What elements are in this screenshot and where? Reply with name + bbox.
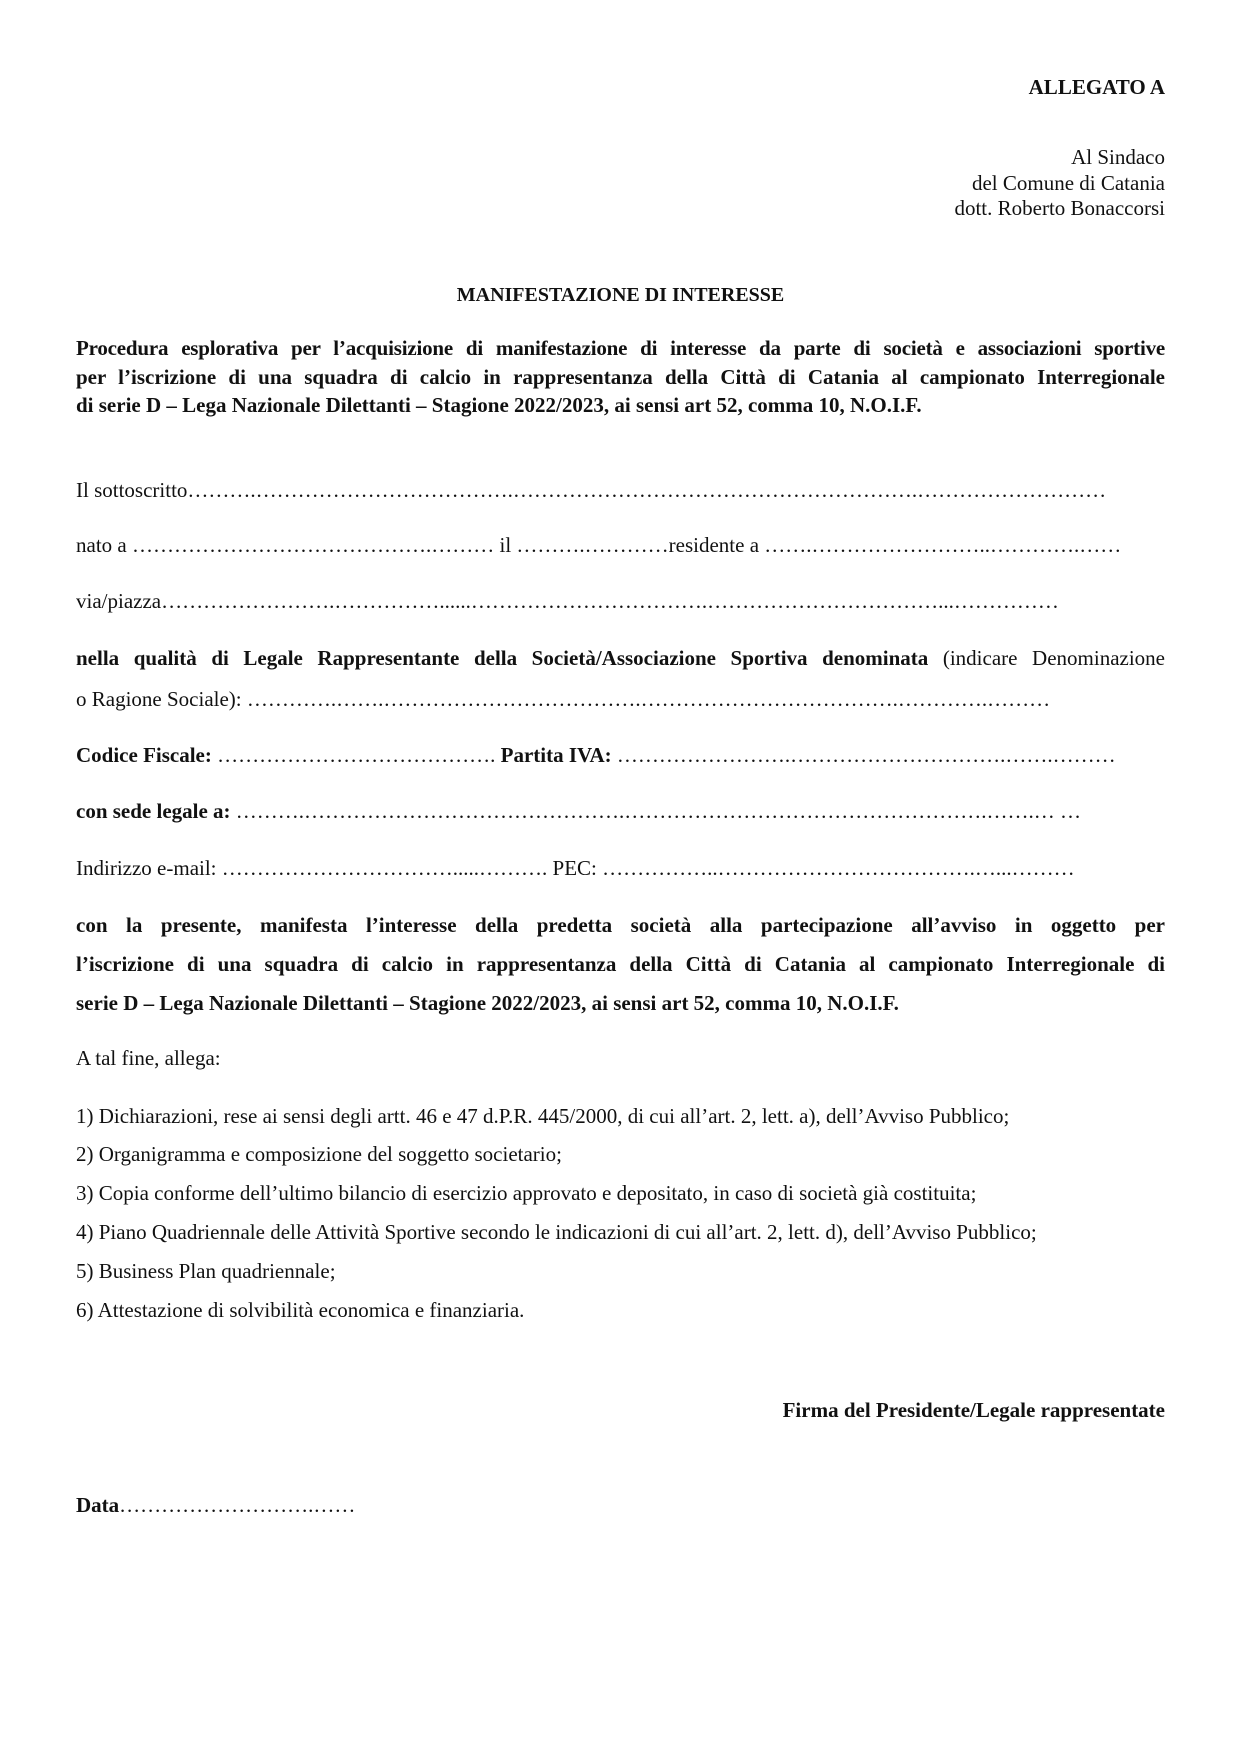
date-label: Data [76, 1493, 120, 1517]
ragione-dots[interactable]: ………….…….……………………………….……………………………….………….……… [246, 687, 1051, 711]
attachment-item: 3) Copia conforme dell’ultimo bilancio di esercizio approvato e depositato, in caso di società già costituita; [76, 1181, 977, 1205]
residente-label: residente a [668, 533, 765, 557]
codice-fiscale-label: Codice Fiscale: [76, 743, 218, 767]
codice-fiscale-field[interactable] [76, 742, 1165, 768]
partita-iva-dots[interactable]: …………………….………………………….…….……… [616, 743, 1116, 767]
subject-line: per l’iscrizione di una squadra di calcio in rappresentanza della Città di Catania al campionato Interregionale [76, 365, 1165, 389]
sottoscritto-dots[interactable]: ……….……………………………….………………………………………………….……………………… [187, 478, 1107, 502]
page-title: MANIFESTAZIONE DI INTERESSE [456, 284, 785, 306]
via-field[interactable] [76, 588, 1165, 614]
nato-label: nato a [76, 533, 132, 557]
attachment-item: 5) Business Plan quadriennale; [76, 1259, 336, 1283]
birth-residence-field[interactable] [76, 532, 1165, 558]
qualita-line [76, 645, 1165, 671]
partita-iva-label: Partita IVA: [495, 743, 617, 767]
ragione-field[interactable] [76, 686, 1165, 712]
email-label: Indirizzo e-mail: [76, 856, 222, 880]
qualita-normal: (indicare Denominazione [928, 646, 1165, 670]
sede-field[interactable] [76, 798, 1165, 824]
sede-label: con sede legale a: [76, 799, 236, 823]
declaration-line: con la presente, manifesta l’interesse della predetta società alla partecipazione all’avviso in oggetto per [76, 913, 1165, 937]
recipient-line: del Comune di Catania [971, 171, 1165, 195]
qualita-bold: nella qualità di Legale Rappresentante della Società/Associazione Sportiva denominata [76, 646, 929, 670]
ragione-label: o Ragione Sociale): [76, 687, 247, 711]
email-field[interactable] [76, 855, 1165, 881]
il-dots[interactable]: ……….………… [516, 533, 669, 557]
codice-fiscale-dots[interactable]: …………………………………. [217, 743, 496, 767]
signature-label: Firma del Presidente/Legale rappresentate [782, 1398, 1165, 1422]
subject-line: Procedura esplorativa per l’acquisizione di manifestazione di interesse da parte di società e associazioni sportive [76, 336, 1165, 360]
annex-label: ALLEGATO A [1028, 75, 1165, 99]
residente-dots[interactable]: …….……………………..………….…… [764, 533, 1122, 557]
attach-intro: A tal fine, allega: [76, 1046, 221, 1070]
via-label: via/piazza [76, 589, 162, 613]
sottoscritto-label: Il sottoscritto [76, 478, 188, 502]
date-dots[interactable]: ……………………….…… [119, 1493, 356, 1517]
via-dots[interactable]: …………………….……………......…………………………….……………………………...…………… [161, 589, 1059, 613]
email-dots[interactable]: …………………………….....………. [221, 856, 553, 880]
date-field[interactable] [76, 1492, 1165, 1518]
pec-dots[interactable]: ……………..……………………………….…...……… [602, 856, 1075, 880]
attachment-item: 4) Piano Quadriennale delle Attività Sportive secondo le indicazioni di cui all’art. 2, lett. d), dell’Avviso Pubblico; [76, 1220, 1037, 1244]
nato-dots[interactable]: …………………………………….……… [131, 533, 495, 557]
il-label: il [494, 533, 517, 557]
attachment-item: 6) Attestazione di solvibilità economica e finanziaria. [76, 1298, 525, 1322]
recipient-line: dott. Roberto Bonaccorsi [954, 196, 1165, 220]
declaration-line: l’iscrizione di una squadra di calcio in rappresentanza della Città di Catania al campionato Interregionale di [76, 952, 1165, 976]
attachment-item: 2) Organigramma e composizione del soggetto societario; [76, 1142, 562, 1166]
subject-line: di serie D – Lega Nazionale Dilettanti – Stagione 2022/2023, ai sensi art 52, comma 10, N.O.I.F. [76, 393, 922, 417]
declaration-line: serie D – Lega Nazionale Dilettanti – Stagione 2022/2023, ai sensi art 52, comma 10, N.O.I.F. [76, 991, 899, 1015]
sottoscritto-field[interactable] [76, 477, 1165, 503]
sede-dots[interactable]: ……….……………………………………….…………………………………………….…….… … [235, 799, 1082, 823]
pec-label: PEC: [552, 856, 603, 880]
attachment-item: 1) Dichiarazioni, rese ai sensi degli artt. 46 e 47 d.P.R. 445/2000, di cui all’art. 2, lett. a), dell’Avviso Pubblico; [76, 1104, 1010, 1128]
recipient-line: Al Sindaco [1071, 145, 1165, 169]
